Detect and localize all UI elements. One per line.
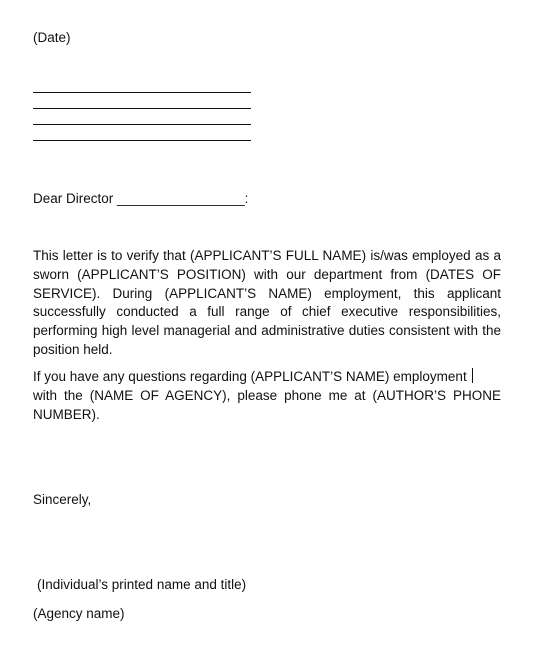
body-paragraph-2-line-1 (33, 368, 501, 387)
address-line-1[interactable] (33, 92, 251, 93)
agency-name: (Agency name) (33, 606, 125, 621)
signer-name-title: (Individual’s printed name and title) (37, 577, 247, 592)
closing: Sincerely, (33, 492, 92, 507)
salutation-suffix: : (244, 191, 249, 206)
address-line-2[interactable] (33, 108, 251, 109)
body-paragraph-1[interactable]: This letter is to verify that (APPLICANT’S FULL NAME) is/was employed as a sworn (APPLICANT’S POSITION) with our department from (DATES OF SERVICE). During (APPLICANT’S NAME) employment, this applicant successfully conducted a full range of chief executive responsibilities, performing high level managerial and administrative duties consistent with the position held. (33, 248, 501, 357)
body-paragraph-2[interactable] (33, 368, 501, 424)
address-line-4[interactable] (33, 140, 251, 141)
salutation-blank[interactable]: _________________ (117, 191, 245, 206)
address-line-3[interactable] (33, 124, 251, 125)
salutation (33, 191, 248, 206)
text-cursor (472, 368, 473, 383)
salutation-prefix: Dear Director (33, 191, 118, 206)
paragraph-2-first-line: If you have any questions regarding (APPLICANT’S NAME) employment (33, 369, 467, 384)
date-placeholder: (Date) (33, 30, 71, 45)
body-paragraph-2-rest: with the (NAME OF AGENCY), please phone me at (AUTHOR’S PHONE NUMBER). (33, 387, 501, 422)
